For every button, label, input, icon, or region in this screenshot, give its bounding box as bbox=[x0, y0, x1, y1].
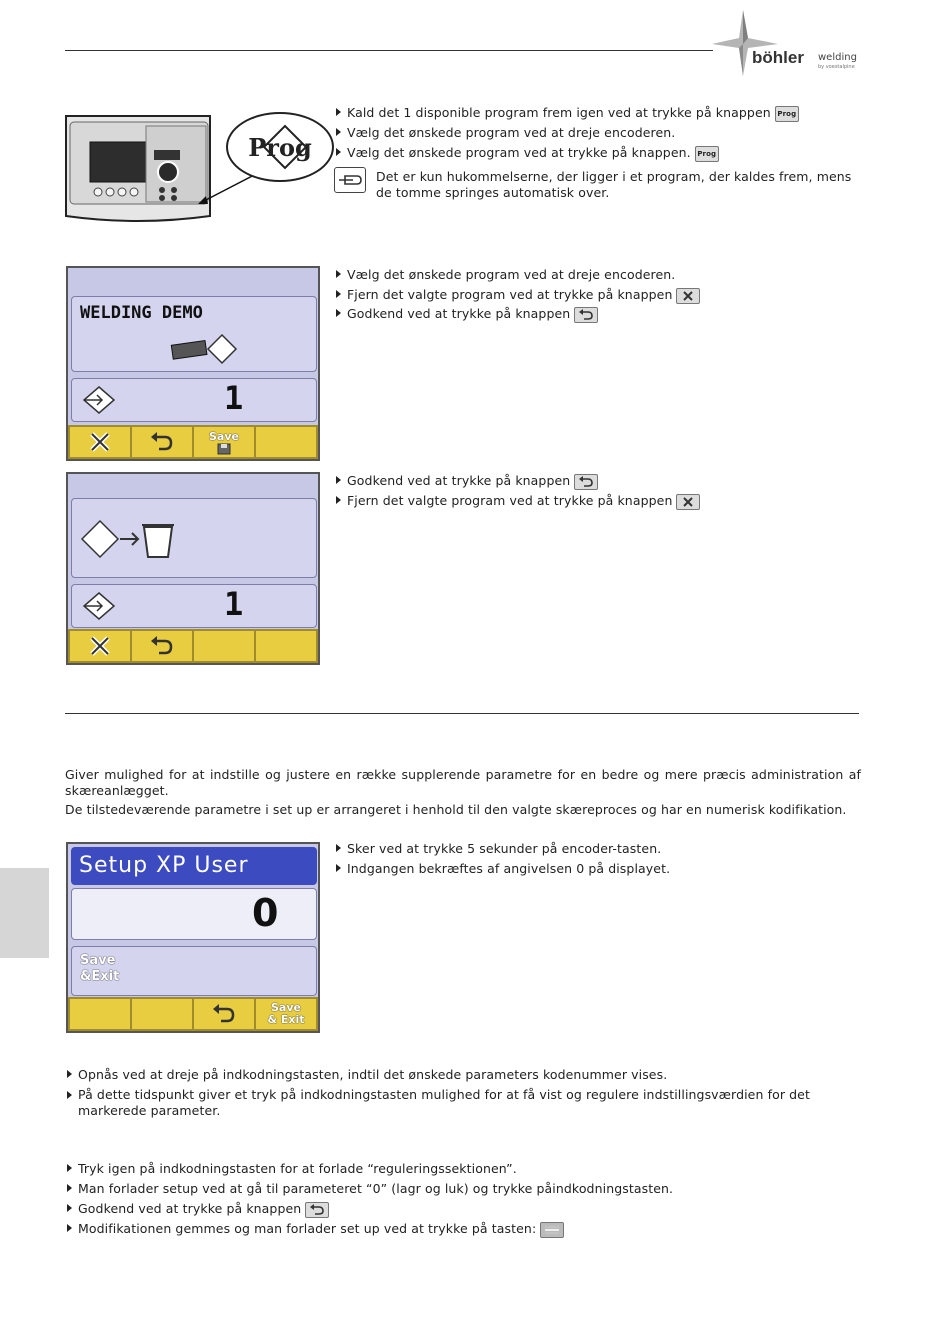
lcd-top-panel bbox=[71, 296, 317, 372]
lcd-welding-demo bbox=[66, 266, 320, 461]
lcd-setup-xp-user bbox=[66, 842, 320, 1033]
lcd-bottom-panel bbox=[71, 584, 317, 628]
bullet-marker-icon bbox=[67, 1184, 72, 1192]
lcd-value-panel bbox=[71, 888, 317, 940]
s1-bullet-3: Vælg det ønskede program ved at trykke på knappen. Prog bbox=[336, 145, 719, 162]
memory-chip-icon bbox=[168, 333, 238, 365]
setup-bullet3-1: Tryk igen på indkodningstasten for at forlade “reguleringssektionen”. bbox=[67, 1161, 517, 1177]
lcd-exit-label: &Exit bbox=[80, 969, 120, 984]
lcd-delete-program bbox=[66, 472, 320, 665]
undo-icon bbox=[211, 1003, 237, 1025]
setup-bullet2-2: På dette tidspunkt giver et tryk på indkodningstasten mulighed for at få vist og regulere indstillingsværdien for det markerede parameter. bbox=[67, 1087, 861, 1119]
setup-bullet2-1: Opnås ved at dreje på indkodningstasten, indtil det ønskede parameters kodenummer vises. bbox=[67, 1067, 861, 1083]
save-exit-label-1: Save bbox=[271, 1001, 301, 1014]
prog-button-icon: Prog bbox=[695, 146, 719, 162]
empty-softkey[interactable] bbox=[256, 427, 316, 457]
x-icon bbox=[89, 431, 111, 453]
undo-button-icon bbox=[305, 1202, 329, 1218]
empty-softkey[interactable] bbox=[194, 631, 254, 661]
bullet-marker-icon bbox=[336, 128, 341, 136]
lcd-title-bar bbox=[71, 847, 317, 885]
lcd-button-bar bbox=[68, 629, 318, 663]
load-diamond-icon bbox=[82, 591, 116, 621]
undo-softkey[interactable] bbox=[194, 999, 254, 1029]
brand-name: böhler bbox=[752, 48, 804, 67]
section-divider bbox=[65, 713, 859, 714]
undo-button-icon bbox=[574, 307, 598, 323]
lcd-button-bar bbox=[68, 425, 318, 459]
bullet-marker-icon bbox=[67, 1070, 72, 1078]
lcd-save-label: Save bbox=[80, 953, 116, 968]
setup-bullet3-2: Man forlader setup ved at gå til parameteret “0” (lagr og luk) og trykke påindkodningstasten. bbox=[67, 1181, 673, 1197]
brand-sub: by voestalpine bbox=[818, 64, 855, 70]
lcd-title: Setup XP User bbox=[79, 853, 249, 878]
setup-bullet-1: Sker ved at trykke 5 sekunder på encoder-tasten. bbox=[336, 841, 661, 857]
save-softkey[interactable] bbox=[194, 427, 254, 457]
bullet-marker-icon bbox=[336, 844, 341, 852]
lcd-title: WELDING DEMO bbox=[80, 303, 203, 323]
prog-button-icon: Prog bbox=[775, 106, 799, 122]
save-label: Save bbox=[209, 429, 239, 443]
bullet-marker-icon bbox=[336, 496, 341, 504]
control-panel-illustration bbox=[64, 112, 334, 224]
lcd-program-number: 1 bbox=[224, 585, 244, 623]
x-softkey[interactable] bbox=[70, 631, 130, 661]
save-exit-button-icon bbox=[540, 1222, 564, 1238]
bullet-marker-icon bbox=[336, 148, 341, 156]
bullet-marker-icon bbox=[336, 108, 341, 116]
s3-bullet-2: Fjern det valgte program ved at trykke på knappen bbox=[336, 493, 700, 510]
disk-icon bbox=[217, 443, 231, 455]
setup-bullet-2: Indgangen bekræftes af angivelsen 0 på displayet. bbox=[336, 861, 670, 877]
empty-softkey[interactable] bbox=[70, 999, 130, 1029]
prog-callout bbox=[226, 112, 334, 182]
s3-bullet-1: Godkend ved at trykke på knappen bbox=[336, 473, 598, 490]
empty-softkey[interactable] bbox=[132, 999, 192, 1029]
save-exit-softkey[interactable] bbox=[256, 999, 316, 1029]
setup-intro-2: De tilstedeværende parametre i set up er arrangeret i henhold til den valgte skæreproces og har en numerisk kodifikation. bbox=[65, 802, 847, 817]
prog-callout-label: Prog bbox=[248, 132, 312, 162]
lcd-top-panel bbox=[71, 498, 317, 578]
bullet-marker-icon bbox=[67, 1224, 72, 1232]
bullet-marker-icon bbox=[336, 290, 341, 298]
setup-intro-1: Giver mulighed for at indstille og justere en række supplerende parametre for en bedre og mere præcis administration af skæreanlægget. bbox=[65, 767, 861, 798]
bullet-marker-icon bbox=[67, 1091, 72, 1099]
delete-to-trash-icon bbox=[80, 517, 180, 561]
bullet-marker-icon bbox=[336, 476, 341, 484]
undo-button-icon bbox=[574, 474, 598, 490]
undo-icon bbox=[149, 635, 175, 657]
setup-bullet3-3: Godkend ved at trykke på knappen bbox=[67, 1201, 329, 1218]
lcd-info-panel bbox=[71, 946, 317, 996]
undo-softkey[interactable] bbox=[132, 631, 192, 661]
setup-bullet3-4: Modifikationen gemmes og man forlader set up ved at trykke på tasten: bbox=[67, 1221, 564, 1238]
brand-suffix: welding bbox=[818, 52, 857, 63]
save-exit-label-2: & Exit bbox=[267, 1013, 305, 1026]
undo-icon bbox=[149, 431, 175, 453]
s1-bullet-2: Vælg det ønskede program ved at dreje encoderen. bbox=[336, 125, 675, 141]
x-icon bbox=[89, 635, 111, 657]
s2-bullet-1: Vælg det ønskede program ved at dreje encoderen. bbox=[336, 267, 675, 283]
header-rule bbox=[65, 50, 713, 51]
side-tab bbox=[0, 868, 49, 958]
lcd-bottom-panel bbox=[71, 378, 317, 422]
load-diamond-icon bbox=[82, 385, 116, 415]
lcd-program-number: 1 bbox=[224, 379, 244, 417]
x-softkey[interactable] bbox=[70, 427, 130, 457]
empty-softkey[interactable] bbox=[256, 631, 316, 661]
s1-bullet-1: Kald det 1 disponible program frem igen ved at trykke på knappen Prog bbox=[336, 105, 799, 122]
bullet-marker-icon bbox=[336, 270, 341, 278]
bullet-marker-icon bbox=[336, 309, 341, 317]
lcd-button-bar bbox=[68, 997, 318, 1031]
lcd-value: 0 bbox=[252, 891, 279, 935]
s2-bullet-3: Godkend ved at trykke på knappen bbox=[336, 306, 598, 323]
bullet-marker-icon bbox=[67, 1204, 72, 1212]
undo-softkey[interactable] bbox=[132, 427, 192, 457]
brand-logo bbox=[710, 8, 870, 78]
x-button-icon bbox=[676, 494, 700, 510]
bullet-marker-icon bbox=[336, 864, 341, 872]
s1-note: Det er kun hukommelserne, der ligger i et program, der kaldes frem, mens de tomme springes automatisk over. bbox=[376, 169, 852, 200]
s2-bullet-2: Fjern det valgte program ved at trykke på knappen bbox=[336, 287, 700, 304]
bullet-marker-icon bbox=[67, 1164, 72, 1172]
note-hand-icon bbox=[334, 167, 366, 193]
x-button-icon bbox=[676, 288, 700, 304]
